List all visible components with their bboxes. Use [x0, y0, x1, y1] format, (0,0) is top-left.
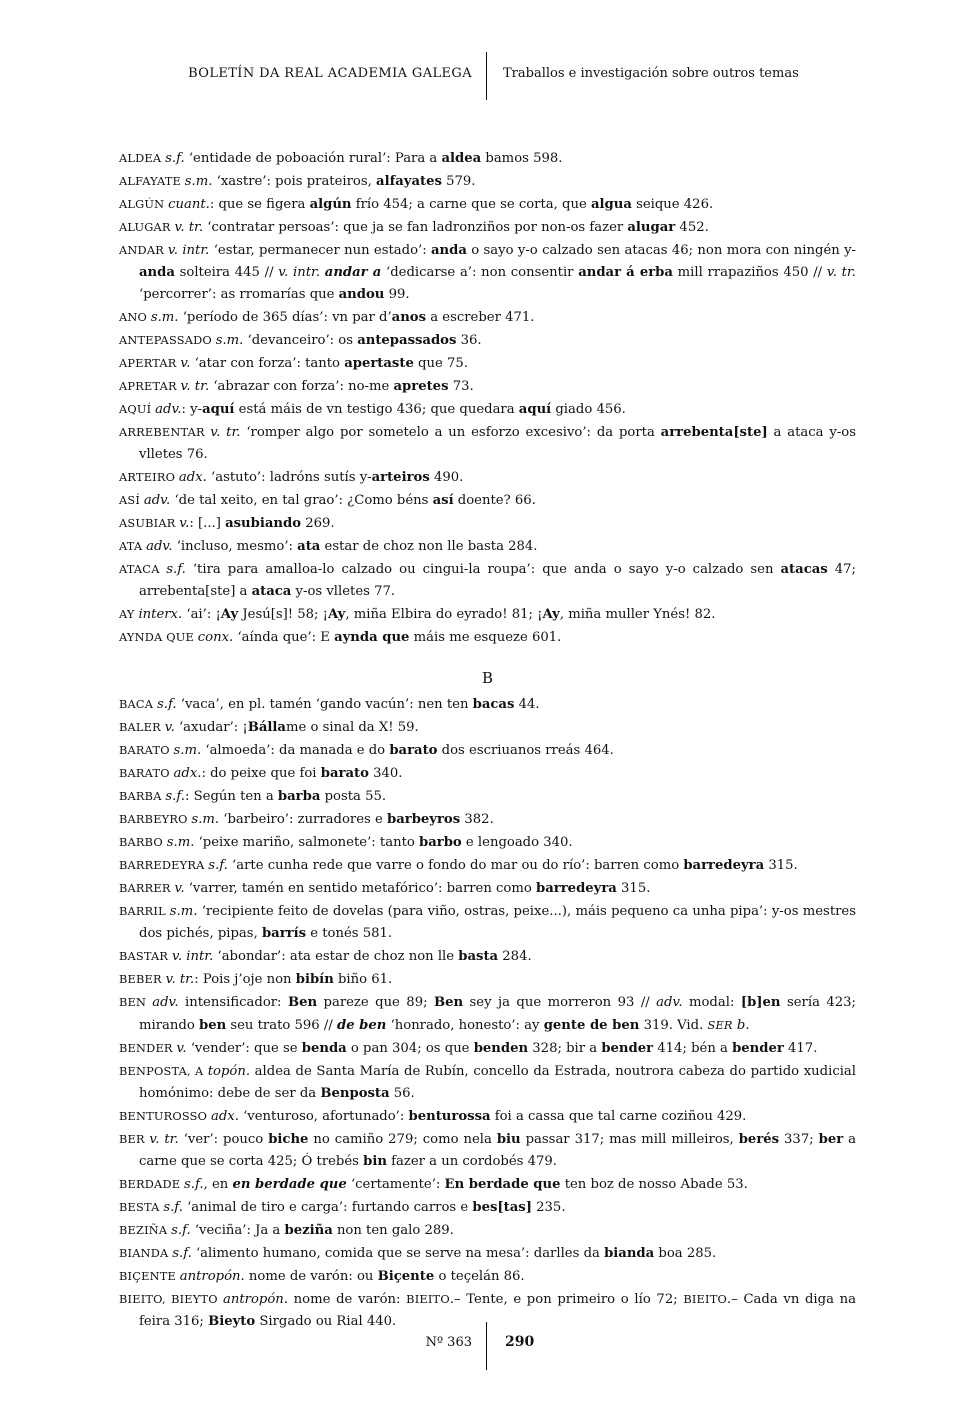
entry-headword: ARTEIRO — [119, 470, 179, 484]
entry-headword: BARBA — [119, 789, 166, 803]
entry-definition: s.f. ‘tira para amalloa-lo calzado ou cingui-la roupa’: que anda o sayo y-o calzado sen atacas 47; arrebenta[ste] a ataca y-os vlletes 77. — [139, 562, 856, 599]
entry-headword: ANDAR — [119, 243, 168, 257]
entry-definition: s.f. ‘arte cunha rede que varre o fondo do mar ou do río’: barren como barredeyra 315. — [208, 858, 798, 873]
entry-definition: cuant.: que se figera algún frío 454; a carne que se corta, que algua seique 426. — [168, 197, 714, 212]
glossary-entry — [119, 489, 856, 512]
entry-headword: BESTA — [119, 1200, 164, 1214]
section-letter-b: B — [481, 669, 494, 687]
entry-definition: s.f. ‘vaca’, en pl. tamén ‘gando vacún’: nen ten bacas 44. — [157, 697, 540, 712]
entry-definition: v. tr.: Pois j’oje non bibín biño 61. — [165, 972, 393, 987]
entry-definition: s.m. ‘peixe mariño, salmonete’: tanto barbo e lengoado 340. — [166, 835, 573, 850]
entry-headword: BARBO — [119, 835, 167, 849]
issue-number: Nº 363 — [425, 1335, 472, 1350]
entry-headword: BERDADE — [119, 1177, 185, 1191]
entry-headword: ANO — [119, 310, 151, 324]
entry-definition: s.m. ‘período de 365 días’: vn par d’anos a escreber 471. — [150, 310, 535, 325]
glossary-entry — [119, 900, 856, 945]
glossary-body — [119, 147, 856, 1333]
entry-headword: ALDEA — [119, 151, 166, 165]
entry-headword: BARRER — [119, 881, 175, 895]
entry-definition: v. tr. ‘ver’: pouco biche no camiño 279; como nela biu passar 317; mas mill milleiros, berés 337; ber a carne que se corta 425; Ó trebés bin fazer a un cordobés 479. — [139, 1132, 857, 1169]
glossary-entry — [119, 535, 856, 558]
entry-headword: BIANDA — [119, 1246, 173, 1260]
entry-headword: ALUGAR — [119, 220, 175, 234]
entry-headword: BEN — [119, 995, 153, 1009]
entry-definition: conx. ‘aínda que’: E aynda que máis me esqueze 601. — [197, 630, 562, 645]
entry-headword: BENDER — [119, 1041, 177, 1055]
glossary-entry — [119, 147, 856, 170]
entry-definition: s.m. ‘almoeda’: da manada e do barato dos escriuanos rreás 464. — [173, 743, 614, 758]
entry-headword: AY — [119, 607, 139, 621]
section-title: Traballos e investigación sobre outros temas — [503, 66, 799, 81]
entry-definition: s.f. ‘alimento humano, comida que se serve na mesa’: darlles da bianda boa 285. — [172, 1246, 717, 1261]
entry-headword: APRETAR — [119, 379, 181, 393]
entry-headword: ASÍ — [119, 493, 144, 507]
entry-headword: ANTEPASSADO — [119, 333, 216, 347]
glossary-entry — [119, 352, 856, 375]
entry-headword: ALGÚN — [119, 197, 169, 211]
entry-definition: adv. ‘incluso, mesmo’: ata estar de choz non lle basta 284. — [146, 539, 538, 554]
glossary-entry — [119, 193, 856, 216]
entry-definition: adx. ‘venturoso, afortunado’: benturossa foi a cassa que tal carne coziñou 429. — [210, 1109, 747, 1124]
glossary-entry — [119, 877, 856, 900]
entry-definition: interx. ‘ai’: ¡Ay Jesú[s]! 58; ¡Ay, miña Elbira do eyrado! 81; ¡Ay, miña muller Ynés! 82. — [138, 607, 716, 622]
glossary-entry — [119, 693, 856, 716]
entry-headword: ATACA — [119, 562, 167, 576]
glossary-entry — [119, 1060, 856, 1105]
glossary-entry — [119, 785, 856, 808]
glossary-entry — [119, 968, 856, 991]
entry-headword: BACA — [119, 697, 158, 711]
glossary-entry — [119, 762, 856, 785]
glossary-entry — [119, 716, 856, 739]
glossary-entry — [119, 306, 856, 329]
entry-headword: ATA — [119, 539, 147, 553]
glossary-entry — [119, 421, 856, 466]
glossary-entry — [119, 558, 856, 603]
entry-headword: BARREDEYRA — [119, 858, 209, 872]
entry-headword: AYNDA QUE — [119, 630, 198, 644]
entry-headword: ALFAYATE — [119, 174, 185, 188]
glossary-entry — [119, 216, 856, 239]
entry-definition: adv.: y-aquí está máis de vn testigo 436; que quedara aquí giado 456. — [155, 402, 626, 417]
glossary-entry — [119, 945, 856, 968]
entry-definition: v. tr. ‘contratar persoas’: que ja se fan ladronziños por non-os fazer alugar 452. — [174, 220, 709, 235]
entry-definition: s.m. ‘recipiente feito de dovelas (para viño, ostras, peixe...), máis pequeno ca unha pipa’: y-os mestres dos pichés, pipas, barrís e tonés 581. — [139, 904, 856, 941]
glossary-entry — [119, 375, 856, 398]
entry-definition: s.f.: Según ten a barba posta 55. — [165, 789, 387, 804]
glossary-entry — [119, 1242, 856, 1265]
glossary-entry — [119, 398, 856, 421]
entry-definition: v. ‘varrer, tamén en sentido metafórico’: barren como barredeyra 315. — [174, 881, 651, 896]
entry-definition: adx. ‘astuto’: ladróns sutís y-arteiros 490. — [178, 470, 464, 485]
glossary-entry — [119, 991, 856, 1037]
entry-headword: BALER — [119, 720, 165, 734]
entry-definition: adv. ‘de tal xeito, en tal grao’: ¿Como béns así doente? 66. — [143, 493, 536, 508]
glossary-entry — [119, 239, 856, 306]
entry-headword: BEZIÑA — [119, 1223, 172, 1237]
entry-headword: BENTUROSSO — [119, 1109, 211, 1123]
journal-title: BOLETÍN DA REAL ACADEMIA GALEGA — [188, 66, 472, 81]
entry-definition: antropón. nome de varón: BIEITO.– Tente, e pon primeiro o lío 72; BIEITO.– Cada vn diga na feira 316; Bieyto Sirgado ou Rial 440. — [139, 1292, 856, 1329]
entry-definition: s.f. ‘veciña’: Ja a beziña non ten galo 289. — [171, 1223, 454, 1238]
entry-definition: v. ‘axudar’: ¡Bállame o sinal da X! 59. — [164, 720, 419, 735]
glossary-entry — [119, 1196, 856, 1219]
glossary-entry — [119, 329, 856, 352]
glossary-entry — [119, 808, 856, 831]
entry-headword: BASTAR — [119, 949, 172, 963]
entries-a — [119, 147, 856, 649]
page-number: 290 — [505, 1334, 535, 1350]
entry-headword: BARATO — [119, 766, 174, 780]
entry-definition: s.f. ‘entidade de poboación rural’: Para a aldea bamos 598. — [165, 151, 563, 166]
entry-definition: s.f. ‘animal de tiro e carga’: furtando carros e bes[tas] 235. — [163, 1200, 566, 1215]
entry-headword: APERTAR — [119, 356, 181, 370]
entry-definition: v. tr. ‘abrazar con forza’: no-me apretes 73. — [180, 379, 474, 394]
glossary-entry — [119, 170, 856, 193]
glossary-entry — [119, 739, 856, 762]
entry-headword: BER — [119, 1132, 150, 1146]
entry-headword: ASUBIAR — [119, 516, 180, 530]
entries-b — [119, 693, 856, 1333]
entry-definition: s.m. ‘barbeiro’: zurradores e barbeyros 382. — [191, 812, 494, 827]
entry-headword: ARREBENTAR — [119, 425, 211, 439]
entry-definition: v. intr. ‘estar, permanecer nun estado’: anda o sayo y-o calzado sen atacas 46; non mora con ningén y-anda solteira 445 // v. intr. andar a ‘dedicarse a’: non consentir andar á erba mill rrapaziños 450 // v. tr. ‘percorrer’: as rromarías que andou 99. — [139, 243, 856, 302]
entry-headword: BARRIL — [119, 904, 170, 918]
glossary-entry — [119, 1219, 856, 1242]
glossary-entry — [119, 1288, 856, 1333]
entry-definition: v. ‘atar con forza’: tanto apertaste que 75. — [180, 356, 468, 371]
entry-definition: s.m. ‘devanceiro’: os antepassados 36. — [215, 333, 482, 348]
entry-headword: BARATO — [119, 743, 174, 757]
entry-headword: BARBEYRO — [119, 812, 192, 826]
entry-headword: BEBER — [119, 972, 166, 986]
entry-headword: BENPOSTA, A — [119, 1064, 208, 1078]
glossary-entry — [119, 512, 856, 535]
entry-definition: adv. intensificador: Ben pareze que 89; Ben sey ja que morreron 93 // adv. modal: [b]en sería 423; mirando ben seu trato 596 // de ben ‘honrado, honesto’: ay gente de ben 319. Vid. SER b. — [139, 995, 856, 1033]
entry-definition: adx.: do peixe que foi barato 340. — [173, 766, 403, 781]
entry-headword: BIÇENTE — [119, 1269, 180, 1283]
entry-definition: topón. aldea de Santa María de Rubín, concello da Estrada, noutrora cabeza do partido xudicial homónimo: debe de ser da Benposta 56. — [139, 1064, 856, 1101]
entry-definition: v.: [...] asubiando 269. — [179, 516, 335, 531]
glossary-entry — [119, 1128, 856, 1173]
entry-definition: s.m. ‘xastre’: pois prateiros, alfayates 579. — [184, 174, 476, 189]
glossary-entry — [119, 831, 856, 854]
footer-divider — [486, 1322, 487, 1370]
entry-definition: v. tr. ‘romper algo por sometelo a un esforzo excesivo’: da porta arrebenta[ste] a ataca y-os vlletes 76. — [139, 425, 856, 462]
glossary-entry — [119, 1037, 856, 1060]
glossary-entry — [119, 1173, 856, 1196]
entry-definition: v. ‘vender’: que se benda o pan 304; os que benden 328; bir a bender 414; bén a bender 417. — [176, 1041, 818, 1056]
header-divider — [486, 52, 487, 100]
entry-headword: BIEITO, BIEYTO — [119, 1292, 224, 1306]
entry-headword: AQUÍ — [119, 402, 156, 416]
entry-definition: v. intr. ‘abondar’: ata estar de choz non lle basta 284. — [171, 949, 532, 964]
glossary-entry — [119, 603, 856, 626]
glossary-entry — [119, 1265, 856, 1288]
glossary-entry — [119, 854, 856, 877]
entry-definition: antropón. nome de varón: ou Biçente o teçelán 86. — [179, 1269, 525, 1284]
glossary-entry — [119, 466, 856, 489]
glossary-entry — [119, 626, 856, 649]
glossary-entry — [119, 1105, 856, 1128]
entry-definition: s.f., en en berdade que ‘certamente’: En berdade que ten boz de nosso Abade 53. — [184, 1177, 748, 1192]
